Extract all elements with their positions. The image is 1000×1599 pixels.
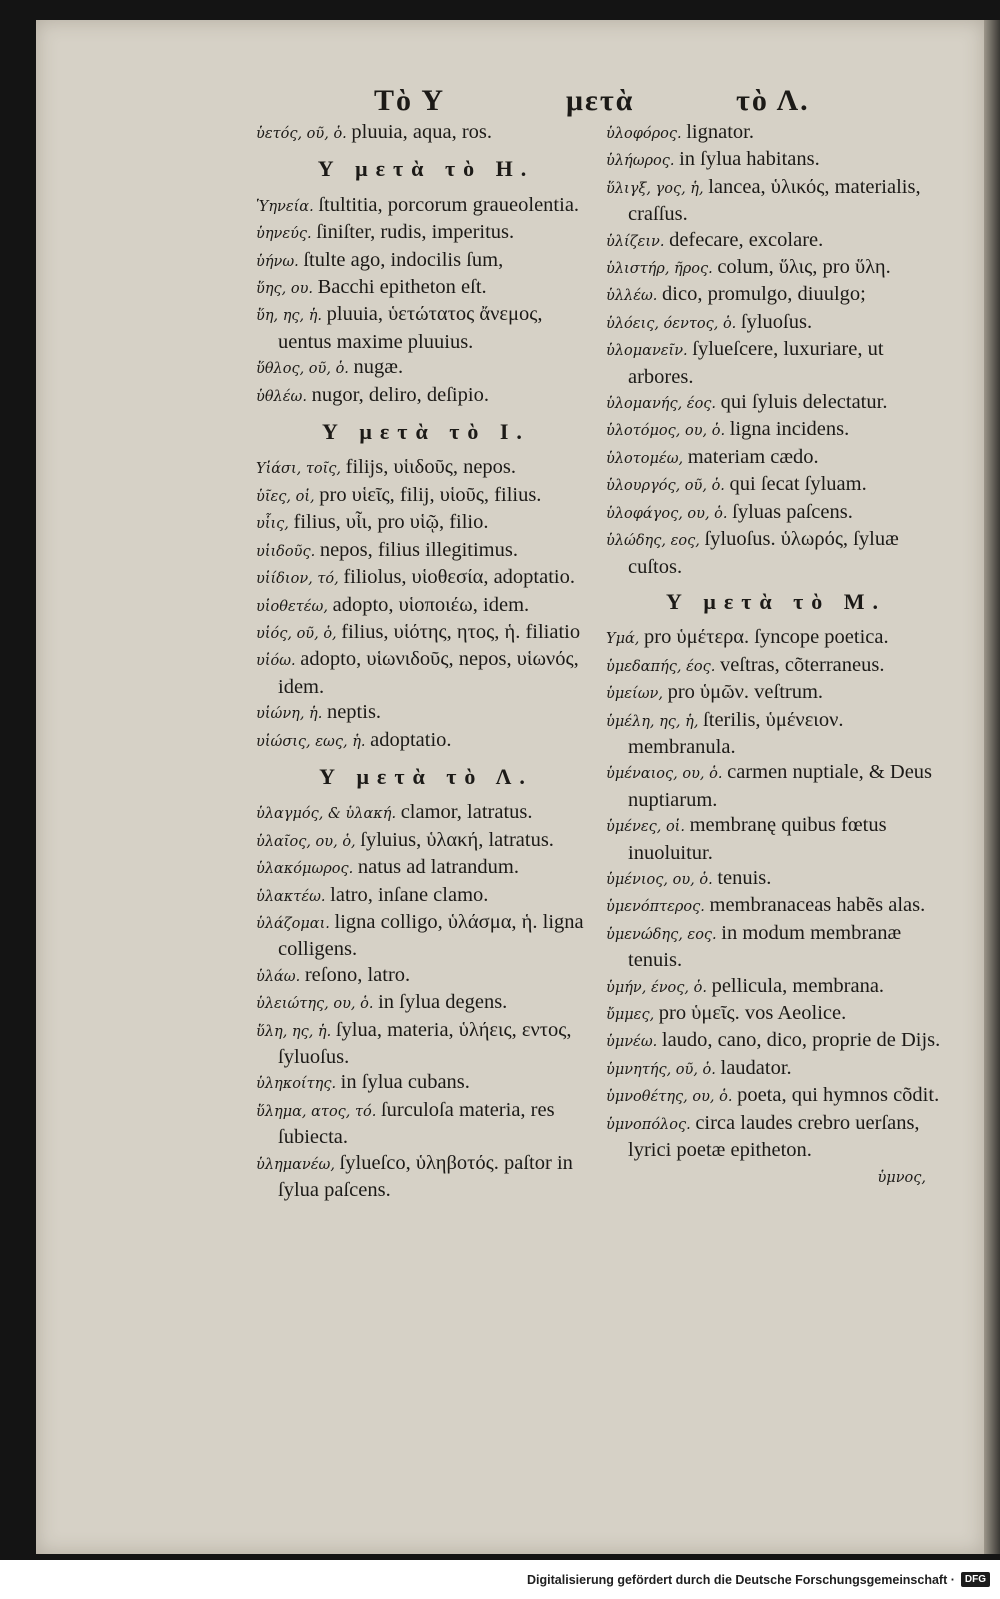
- latin-gloss: ligna colligo, ὑλάσμα, ἡ. ligna colligens.: [278, 910, 584, 961]
- dictionary-entry: [256, 538, 596, 565]
- greek-headword: υἷις,: [256, 516, 294, 533]
- latin-gloss: ſyluas paſcens.: [732, 500, 853, 523]
- latin-gloss: lancea, ὑλικός, materialis, craſſus.: [628, 175, 921, 226]
- latin-gloss: circa laudes crebro uerſans, lyrici poetæ epitheton.: [628, 1111, 920, 1162]
- greek-headword: ὑλειώτης, ου, ὁ.: [256, 996, 379, 1013]
- dictionary-entry: [606, 974, 946, 1001]
- dictionary-entry: [606, 680, 946, 707]
- dictionary-entry: [606, 282, 946, 309]
- dictionary-entry: [256, 800, 596, 827]
- greek-headword: ὕθλος, οῦ, ὁ.: [256, 361, 354, 378]
- greek-headword: Υἱάσι, τοῖς,: [256, 461, 346, 478]
- latin-gloss: defecare, excolare.: [669, 228, 824, 251]
- latin-gloss: filiolus, υἱοθεσία, adoptatio.: [343, 566, 575, 589]
- latin-gloss: in ſylua habitans.: [679, 148, 820, 171]
- dictionary-entry: [606, 921, 946, 974]
- latin-gloss: pro υἱεῖς, filij, υἱοῦς, filius.: [319, 483, 542, 506]
- latin-gloss: filius, υἱότης, ητος, ἡ. filiatio: [341, 620, 581, 643]
- greek-headword: ὕλη, ης, ἡ.: [256, 1023, 336, 1040]
- latin-gloss: pro ὑμέτερα. ſyncope poetica.: [644, 626, 889, 649]
- latin-gloss: neptis.: [326, 701, 382, 724]
- greek-headword: ὑλοφόρος.: [606, 126, 687, 142]
- dictionary-entry: [606, 708, 946, 761]
- greek-headword: ὑλαῖος, ου, ὁ,: [256, 833, 361, 850]
- latin-gloss: ſterilis, ὑμένειον. membranula.: [628, 708, 844, 758]
- dictionary-entry: [256, 700, 596, 727]
- digitization-footer: [0, 1560, 1000, 1599]
- latin-gloss: in ſylua degens.: [378, 991, 508, 1014]
- dictionary-entry: [256, 855, 596, 882]
- dictionary-entry: [606, 653, 946, 680]
- dictionary-entry: [606, 760, 946, 813]
- greek-headword: ὑμείων,: [606, 686, 668, 703]
- dictionary-entry: [606, 147, 946, 174]
- catchword: ὑμνος,: [877, 1170, 926, 1187]
- dictionary-entry: [606, 500, 946, 527]
- footer-credit: Digitalisierung gefördert durch die Deutsche Forschungsgemeinschaft ·: [527, 1572, 955, 1587]
- greek-headword: ὑλώδης, εος,: [606, 533, 705, 550]
- latin-gloss: veſtras, cõterraneus.: [719, 653, 885, 676]
- latin-gloss: filius, υἷι, pro υἱῷ, filio.: [293, 511, 489, 534]
- latin-gloss: ſylua, materia, ὑλήεις, εντος, ſyluoſus.: [278, 1018, 572, 1068]
- latin-gloss: adopto, υἱοποιέω, idem.: [332, 593, 530, 616]
- greek-headword: ὑλημανέω,: [256, 1156, 340, 1173]
- latin-gloss: pro ὑμεῖς. vos Aeolice.: [658, 1002, 847, 1024]
- left-column: [256, 120, 596, 1203]
- dictionary-entry: [606, 337, 946, 390]
- dfg-logo: DFG: [961, 1572, 990, 1587]
- dictionary-entry: [606, 472, 946, 499]
- greek-headword: ὑλοτόμος, ου, ὁ.: [606, 423, 730, 440]
- greek-headword: ὑλλέω.: [606, 288, 663, 305]
- latin-gloss: ſurculoſa materia, res ſubiecta.: [278, 1098, 555, 1149]
- dictionary-entry: [606, 1083, 946, 1110]
- running-head-center: μετὰ: [566, 84, 635, 117]
- latin-gloss: Bacchi epitheton eſt.: [317, 276, 487, 299]
- latin-gloss: natus ad latrandum.: [357, 856, 519, 879]
- latin-gloss: ſtultitia, porcorum graueolentia.: [318, 193, 580, 216]
- dictionary-entry: [256, 990, 596, 1017]
- greek-headword: υἱός, οῦ, ὁ,: [256, 625, 342, 642]
- greek-headword: ὑλακτέω.: [256, 888, 331, 905]
- greek-headword: ὑμεδαπής, έος.: [606, 658, 720, 675]
- greek-headword: ὕης, ου.: [256, 281, 318, 298]
- dictionary-entry: [256, 248, 596, 275]
- latin-gloss: ſtulte ago, indocilis ſum,: [303, 248, 504, 271]
- greek-headword: ὑμέναιος, ου, ὁ.: [606, 766, 728, 783]
- dictionary-entry: [606, 1028, 946, 1055]
- dictionary-entry: [606, 120, 946, 147]
- greek-headword: ὑμένιος, ου, ὁ.: [606, 871, 718, 888]
- greek-headword: ὑλίζειν.: [606, 233, 670, 250]
- dictionary-entry: [256, 647, 596, 700]
- dictionary-entry: [256, 565, 596, 592]
- greek-headword: Ὑηνεία.: [256, 198, 319, 215]
- greek-headword: ὑλάω.: [256, 968, 305, 985]
- section-heading: Υ μετὰ τὸ Μ.: [665, 588, 887, 614]
- dictionary-entry: [606, 228, 946, 255]
- greek-headword: ὑλαγμός, & ὑλακή.: [256, 806, 401, 823]
- greek-headword: ὑλομανής, έος.: [606, 396, 721, 413]
- dictionary-entry: [606, 866, 946, 893]
- latin-gloss: colum, ὕλις, pro ὕλη.: [717, 256, 891, 279]
- dictionary-entry: [256, 828, 596, 855]
- greek-headword: ὑλοτομέω,: [606, 450, 688, 467]
- greek-headword: ὑμενόπτερος.: [606, 899, 710, 916]
- dictionary-entry: [606, 893, 946, 920]
- dictionary-entry: [606, 1001, 946, 1028]
- latin-gloss: nugæ.: [353, 356, 404, 379]
- dictionary-entry: [606, 390, 946, 417]
- dictionary-entry: [256, 355, 596, 382]
- dictionary-entry: [256, 593, 596, 620]
- latin-gloss: adoptatio.: [370, 728, 452, 751]
- greek-headword: ὑήνω.: [256, 253, 304, 270]
- greek-headword: ὕλιγξ, γος, ἡ,: [606, 180, 709, 197]
- latin-gloss: materiam cædo.: [687, 445, 819, 468]
- dictionary-entry: [606, 813, 946, 866]
- latin-gloss: ſyluoſus.: [740, 310, 813, 333]
- latin-gloss: ligna incidens.: [729, 418, 850, 441]
- latin-gloss: tenuis.: [717, 866, 772, 889]
- book-spine: [984, 20, 1000, 1554]
- greek-headword: υἱόω.: [256, 653, 301, 670]
- dictionary-entry: [256, 620, 596, 647]
- dictionary-entry: [256, 1070, 596, 1097]
- greek-headword: υἱώσις, εως, ἡ.: [256, 733, 371, 750]
- running-head-right: τὸ Λ.: [736, 84, 810, 117]
- greek-headword: ὑμενώδης, εος.: [606, 926, 722, 943]
- dictionary-entry: [256, 1151, 596, 1204]
- greek-headword: ὑλομανεῖν.: [606, 343, 693, 360]
- dictionary-entry: [256, 910, 596, 963]
- greek-headword: ὕη, ης, ἡ.: [256, 308, 327, 325]
- running-head-left: Τὸ Υ: [374, 84, 446, 117]
- dictionary-entry: [606, 417, 946, 444]
- latin-gloss: carmen nuptiale, & Deus nuptiarum.: [628, 761, 933, 811]
- latin-gloss: pluuia, aqua, ros.: [351, 121, 493, 143]
- latin-gloss: qui ſyluis delectatur.: [720, 391, 888, 414]
- latin-gloss: clamor, latratus.: [400, 801, 533, 824]
- dictionary-entry: [606, 1056, 946, 1083]
- latin-gloss: laudo, cano, dico, proprie de Dijs.: [661, 1029, 941, 1052]
- dictionary-entry: [256, 1018, 596, 1071]
- latin-gloss: pro ὑμῶν. veſtrum.: [667, 681, 824, 704]
- dictionary-entry: [256, 963, 596, 990]
- greek-headword: ὑλόεις, όεντος, ὁ.: [606, 315, 741, 332]
- latin-gloss: dico, promulgo, diuulgo;: [662, 283, 866, 306]
- latin-gloss: membranaceas habẽs alas.: [709, 894, 926, 917]
- dictionary-entry: [606, 527, 946, 580]
- greek-headword: ὑλήωρος.: [606, 153, 680, 170]
- dictionary-entry: [256, 275, 596, 302]
- dictionary-entry: [256, 193, 596, 220]
- latin-gloss: nugor, deliro, deſipio.: [311, 383, 489, 406]
- greek-headword: υἱιδοῦς.: [256, 543, 320, 560]
- dictionary-entry: [256, 120, 596, 147]
- dictionary-entry: [606, 310, 946, 337]
- latin-gloss: pluuia, ὑετώτατος ἄνεμος, uentus maxime pluuius.: [278, 303, 543, 353]
- section-heading: Υ μετὰ τὸ Ι.: [322, 419, 530, 445]
- latin-gloss: in ſylua cubans.: [340, 1071, 470, 1094]
- section-heading: Υ μετὰ τὸ Λ.: [319, 763, 533, 789]
- latin-gloss: lignator.: [686, 121, 754, 143]
- greek-headword: ὔμμες,: [606, 1007, 659, 1023]
- greek-headword: ὑμνέω.: [606, 1034, 662, 1051]
- dictionary-entry: [256, 883, 596, 910]
- dictionary-entry: [256, 302, 596, 355]
- latin-gloss: ſiniſter, rudis, imperitus.: [316, 221, 515, 244]
- greek-headword: ὑηνεύς.: [256, 226, 317, 243]
- dictionary-entry: [256, 220, 596, 247]
- latin-gloss: poeta, qui hymnos cõdit.: [737, 1084, 940, 1107]
- greek-headword: ὑλοφάγος, ου, ὁ.: [606, 505, 733, 522]
- latin-gloss: reſono, latro.: [304, 963, 411, 986]
- greek-headword: ὑλιστήρ, ῆρος.: [606, 261, 718, 278]
- greek-headword: ὕλημα, ατος, τό.: [256, 1103, 381, 1120]
- dictionary-entry: [606, 625, 946, 652]
- dictionary-entry: [256, 1098, 596, 1151]
- latin-gloss: ſylueſco, ὑληβοτός. paſtor in ſylua paſcens.: [278, 1151, 573, 1202]
- greek-headword: ὑληκοίτης.: [256, 1076, 341, 1093]
- greek-headword: υἱώνη, ἡ.: [256, 706, 327, 723]
- dictionary-entry: [606, 175, 946, 228]
- section-heading: Υ μετὰ τὸ Η.: [317, 156, 535, 182]
- greek-headword: ὑλάζομαι.: [256, 915, 335, 932]
- latin-gloss: ſyluoſus. ὑλωρός, ſyluæ cuſtos.: [628, 528, 899, 578]
- dictionary-entry: [256, 728, 596, 755]
- greek-headword: Υμά,: [606, 631, 645, 648]
- greek-headword: ὑμνητής, οῦ, ὁ.: [606, 1061, 721, 1078]
- dictionary-entry: [256, 383, 596, 410]
- latin-gloss: in modum membranæ tenuis.: [628, 921, 902, 972]
- greek-headword: ὑετός, οῦ, ὁ.: [256, 126, 352, 142]
- latin-gloss: latro, inſane clamo.: [330, 883, 489, 906]
- latin-gloss: pellicula, membrana.: [711, 974, 885, 997]
- greek-headword: ὑλουργός, οῦ, ὁ.: [606, 478, 730, 495]
- greek-headword: ὑθλέω.: [256, 388, 312, 405]
- latin-gloss: ſylueſcere, luxuriare, ut arbores.: [628, 338, 884, 388]
- greek-headword: ὑμέλη, ης, ἡ,: [606, 713, 704, 730]
- greek-headword: ὑμένες, οἱ.: [606, 819, 690, 836]
- greek-headword: ὑμνοπόλος.: [606, 1116, 696, 1133]
- dictionary-entry: [256, 455, 596, 482]
- greek-headword: υἱοθετέω,: [256, 598, 333, 615]
- greek-headword: ὑμήν, ένος, ὁ.: [606, 979, 712, 996]
- dictionary-entry: [606, 445, 946, 472]
- latin-gloss: qui ſecat ſyluam.: [729, 473, 867, 496]
- dictionary-entry: [256, 510, 596, 537]
- dictionary-entry: [606, 1111, 946, 1164]
- greek-headword: υἱίδιον, τό,: [256, 571, 344, 588]
- latin-gloss: filijs, υἱιδοῦς, nepos.: [345, 456, 517, 479]
- greek-headword: ὑῖες, οἱ,: [256, 488, 320, 505]
- latin-gloss: nepos, filius illegitimus.: [319, 538, 518, 561]
- greek-headword: ὑμνοθέτης, ου, ὁ.: [606, 1089, 738, 1106]
- right-column: [606, 120, 946, 1192]
- latin-gloss: laudator.: [720, 1056, 792, 1079]
- greek-headword: ὑλακόμωρος.: [256, 861, 358, 878]
- dictionary-entry: [256, 483, 596, 510]
- latin-gloss: adopto, υἱωνιδοῦς, nepos, υἱωνός, idem.: [278, 648, 579, 698]
- latin-gloss: membranę quibus fœtus inuoluitur.: [628, 814, 887, 864]
- latin-gloss: ſyluius, ὑλακή, latratus.: [360, 828, 554, 851]
- dictionary-entry: [606, 255, 946, 282]
